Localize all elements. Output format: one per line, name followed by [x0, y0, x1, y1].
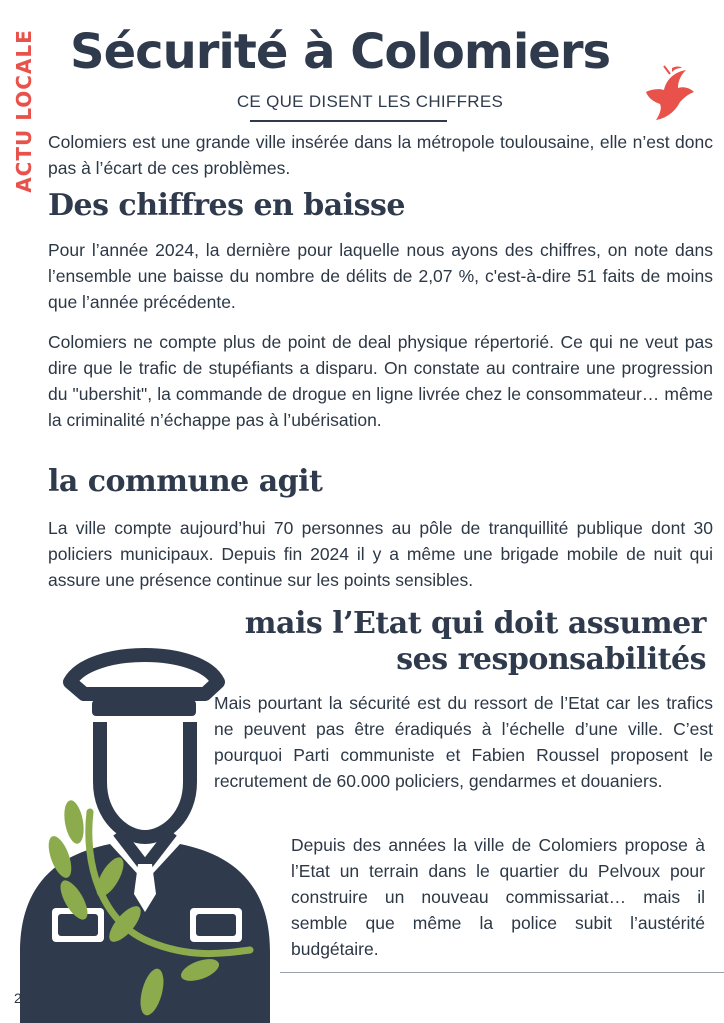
footer-divider: [280, 972, 724, 973]
page-number: 2: [14, 990, 22, 1006]
paragraph-chiffres-1: Pour l’année 2024, la dernière pour laquelle nous ayons des chiffres, on note dans l’ensemble une baisse du nombre de délits de 2,07 %, c'est-à-dire 51 faits de moins que l’année précédente.: [48, 240, 713, 312]
heading-chiffres: Des chiffres en baisse: [48, 188, 405, 223]
section-label: [3, 29, 45, 193]
subtitle-underline: [250, 120, 447, 122]
paragraph-etat-2: Depuis des années la ville de Colomiers propose à l’Etat un terrain dans le quartier du Pelvoux pour construire un nouveau commissariat… mais il semble que même la police subit l’austérité budgétaire.: [291, 835, 705, 959]
heading-etat-line1: mais l’Etat qui doit assumer: [244, 606, 706, 641]
paragraph-chiffres-2: Colomiers ne compte plus de point de deal physique répertorié. Ce qui ne veut pas dire que le trafic de stupéfiants a disparu. On constate au contraire une progression du "ubershit", la commande de drogue en ligne livrée chez le consommateur… même la criminalité n’échappe pas à l’ubérisation.: [48, 332, 713, 430]
paragraph-commune: La ville compte aujourd’hui 70 personnes au pôle de tranquillité publique dont 30 policiers municipaux. Depuis fin 2024 il y a même une brigade mobile de nuit qui assure une présence continue sur les points sensibles.: [48, 518, 713, 590]
heading-etat-line2: ses responsabilités: [396, 642, 706, 677]
section-label-text: ACTU LOCALE: [12, 29, 37, 193]
police-officer-illustration: [0, 632, 300, 1023]
paragraph-etat-1: Mais pourtant la sécurité est du ressort de l’Etat car les trafics ne peuvent pas être éradiqués à l’échelle d’une ville. C’est pourquoi Parti communiste et Fabien Roussel proposent le recrutement de 60.000 policiers, gendarmes et douaniers.: [214, 693, 713, 791]
dove-icon: [640, 64, 694, 122]
heading-commune: la commune agit: [48, 464, 323, 499]
intro-paragraph: Colomiers est une grande ville insérée dans la métropole toulousaine, elle n’est donc pas à l’écart de ces problèmes.: [48, 132, 713, 178]
subtitle: CE QUE DISENT LES CHIFFRES: [236, 92, 504, 111]
page-title: Sécurité à Colomiers: [70, 24, 611, 80]
